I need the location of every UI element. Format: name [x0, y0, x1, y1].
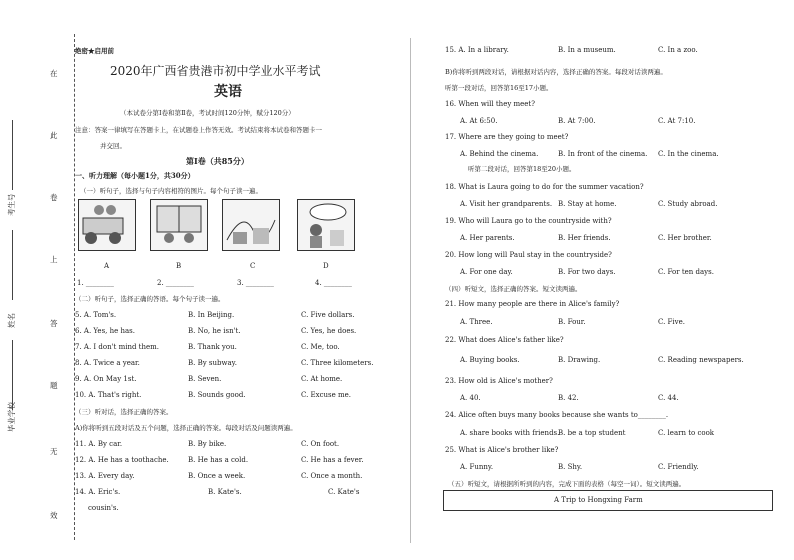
subsection-1: （一）听句子，选择与句子内容相符的图片。每个句子读一遍。 [80, 187, 262, 195]
q8-c: C. Three kilometers. [301, 359, 374, 367]
picture-d [297, 199, 355, 251]
section-listening: 一、听力理解（每小题1分，共30分） [75, 171, 195, 180]
q21-b: B. Four. [558, 318, 586, 326]
q12-a: 12. A. He has a toothache. [75, 456, 169, 464]
q5-a: 5. A. Tom's. [75, 311, 117, 319]
q15-a: 15. A. In a library. [445, 46, 509, 54]
binding-char: 在 [50, 69, 58, 78]
field-school: 毕业学校 [7, 402, 16, 432]
subsection-4: （四）听短文，选择正确的答案。短文读两遍。 [445, 285, 582, 293]
picture-a [78, 199, 136, 251]
q21-a: A. Three. [460, 318, 493, 326]
q13-c: C. Once a month. [301, 472, 363, 480]
q14-a: 14. A. Eric's. [75, 488, 121, 496]
q14-a-cont: cousin's. [88, 504, 119, 512]
q11-a: 11. A. By car. [75, 440, 123, 448]
q6-b: B. No, he isn't. [188, 327, 241, 335]
q25-a: A. Funny. [460, 463, 494, 471]
part-title: 第Ⅰ卷（共85分） [186, 156, 249, 166]
exam-title: 2020年广西省贵港市初中学业水平考试 [110, 64, 321, 78]
q25-c: C. Friendly. [658, 463, 699, 471]
q8-a: 8. A. Twice a year. [75, 359, 140, 367]
binding-char: 无 [50, 447, 58, 456]
picture-label-b: B [176, 262, 182, 270]
q7-c: C. Me, too. [301, 343, 340, 351]
table-title: A Trip to Hongxing Farm [554, 496, 643, 504]
q24-stem: 24. Alice often buys many books because she wants to________. [445, 411, 669, 419]
q22-c: C. Reading newspapers. [658, 356, 744, 364]
q10-a: 10. A. That's right. [75, 391, 142, 399]
q20-b: B. For two days. [558, 268, 616, 276]
picture-label-a: A [104, 262, 110, 270]
picture-label-c: C [250, 262, 256, 270]
answer-blank-3[interactable]: 3. ________ [237, 279, 274, 287]
q18-a: A. Visit her grandparents. [460, 200, 553, 208]
q7-a: 7. A. I don't mind them. [75, 343, 159, 351]
q22-stem: 22. What does Alice's father like? [445, 336, 564, 344]
q21-stem: 21. How many people are there in Alice's family? [445, 300, 620, 308]
q22-a: A. Buying books. [460, 356, 520, 364]
binding-char: 上 [50, 255, 58, 264]
binding-dashed-line [74, 34, 75, 540]
picture-label-d: D [323, 262, 329, 270]
q5-b: B. In Beijing. [188, 311, 235, 319]
subsection-2: （二）听句子，选择正确的答语。每个句子读一遍。 [75, 295, 225, 303]
q9-a: 9. A. On May 1st. [75, 375, 137, 383]
binding-char: 答 [50, 319, 58, 328]
q12-b: B. He has a cold. [188, 456, 249, 464]
q11-b: B. By bike. [188, 440, 227, 448]
q23-b: B. 42. [558, 394, 579, 402]
q5-c: C. Five dollars. [301, 311, 355, 319]
q14-c: C. Kate's [328, 488, 360, 496]
q6-a: 6. A. Yes, he has. [75, 327, 135, 335]
secret-label: 绝密★启用前 [75, 47, 114, 55]
binding-char: 卷 [50, 193, 58, 202]
q19-stem: 19. Who will Laura go to the countryside with? [445, 217, 612, 225]
binding-char: 此 [50, 131, 58, 140]
q16-b: B. At 7:00. [558, 117, 596, 125]
q6-c: C. Yes, he does. [301, 327, 357, 335]
answer-blank-2[interactable]: 2. ________ [157, 279, 194, 287]
q17-b: B. In front of the cinema. [558, 150, 648, 158]
q25-stem: 25. What is Alice's brother like? [445, 446, 559, 454]
q18-b: B. Stay at home. [558, 200, 617, 208]
field-name: 姓名 [7, 313, 16, 328]
q14-b: B. Kate's. [208, 488, 242, 496]
q10-c: C. Excuse me. [301, 391, 352, 399]
q20-c: C. For ten days. [658, 268, 714, 276]
q17-a: A. Behind the cinema. [460, 150, 539, 158]
q23-stem: 23. How old is Alice's mother? [445, 377, 553, 385]
q17-stem: 17. Where are they going to meet? [445, 133, 569, 141]
listen-second: 听第二段对话，回答第18至20小题。 [468, 165, 576, 173]
subsection-3a: A)你将听到五段对话及五个问题，选择正确的答案。每段对话及问题读两遍。 [75, 424, 297, 432]
q10-b: B. Sounds good. [188, 391, 246, 399]
q20-stem: 20. How long will Paul stay in the countryside? [445, 251, 612, 259]
binding-char: 题 [50, 381, 58, 390]
q19-c: C. Her brother. [658, 234, 712, 242]
notice-line-1: 注意：答案一律填写在答题卡上，在试题卷上作答无效。考试结束将本试卷和答题卡一 [75, 126, 322, 134]
notice-line-2: 并交回。 [100, 142, 126, 150]
q12-c: C. He has a fever. [301, 456, 364, 464]
binding-char: 效 [50, 511, 58, 520]
subsection-3b: B)你将听到两段对话，请根据对话内容，选择正确的答案。每段对话读两遍。 [445, 68, 667, 76]
q17-c: C. In the cinema. [658, 150, 719, 158]
picture-b [150, 199, 208, 251]
subsection-3: （三）听对话，选择正确的答案。 [75, 408, 173, 416]
q25-b: B. Shy. [558, 463, 583, 471]
table-header-box [443, 490, 773, 511]
field-candidate-number: 考生号 [7, 193, 16, 216]
listen-first: 听第一段对话，回答第16至17小题。 [445, 84, 553, 92]
q19-b: B. Her friends. [558, 234, 611, 242]
q11-c: C. On foot. [301, 440, 340, 448]
q16-stem: 16. When will they meet? [445, 100, 536, 108]
column-divider [410, 38, 411, 543]
q24-c: C. learn to cook [658, 429, 715, 437]
subject-title: 英语 [214, 84, 242, 100]
q15-b: B. In a museum. [558, 46, 616, 54]
q9-c: C. At home. [301, 375, 343, 383]
q18-stem: 18. What is Laura going to do for the summer vacation? [445, 183, 644, 191]
picture-c [222, 199, 280, 251]
q9-b: B. Seven. [188, 375, 222, 383]
q23-c: C. 44. [658, 394, 679, 402]
q13-a: 13. A. Every day. [75, 472, 135, 480]
answer-blank-4[interactable]: 4. ________ [315, 279, 352, 287]
subsection-5: （五）听短文，请根据所听到的内容，完成下面的表格（每空一词）。短文读两遍。 [448, 480, 686, 488]
q18-c: C. Study abroad. [658, 200, 718, 208]
q16-c: C. At 7:10. [658, 117, 696, 125]
q24-a: A. share books with friends. [460, 429, 560, 437]
exam-note: （本试卷分第Ⅰ卷和第Ⅱ卷，考试时间120分钟，赋分120分） [120, 109, 295, 117]
q23-a: A. 40. [460, 394, 481, 402]
q21-c: C. Five. [658, 318, 685, 326]
q7-b: B. Thank you. [188, 343, 237, 351]
q13-b: B. Once a week. [188, 472, 246, 480]
q22-b: B. Drawing. [558, 356, 601, 364]
q24-b: B. be a top student [558, 429, 626, 437]
q20-a: A. For one day. [460, 268, 513, 276]
q8-b: B. By subway. [188, 359, 237, 367]
answer-blank-1[interactable]: 1. ________ [77, 279, 114, 287]
q19-a: A. Her parents. [460, 234, 515, 242]
q15-c: C. In a zoo. [658, 46, 698, 54]
q16-a: A. At 6:50. [460, 117, 498, 125]
